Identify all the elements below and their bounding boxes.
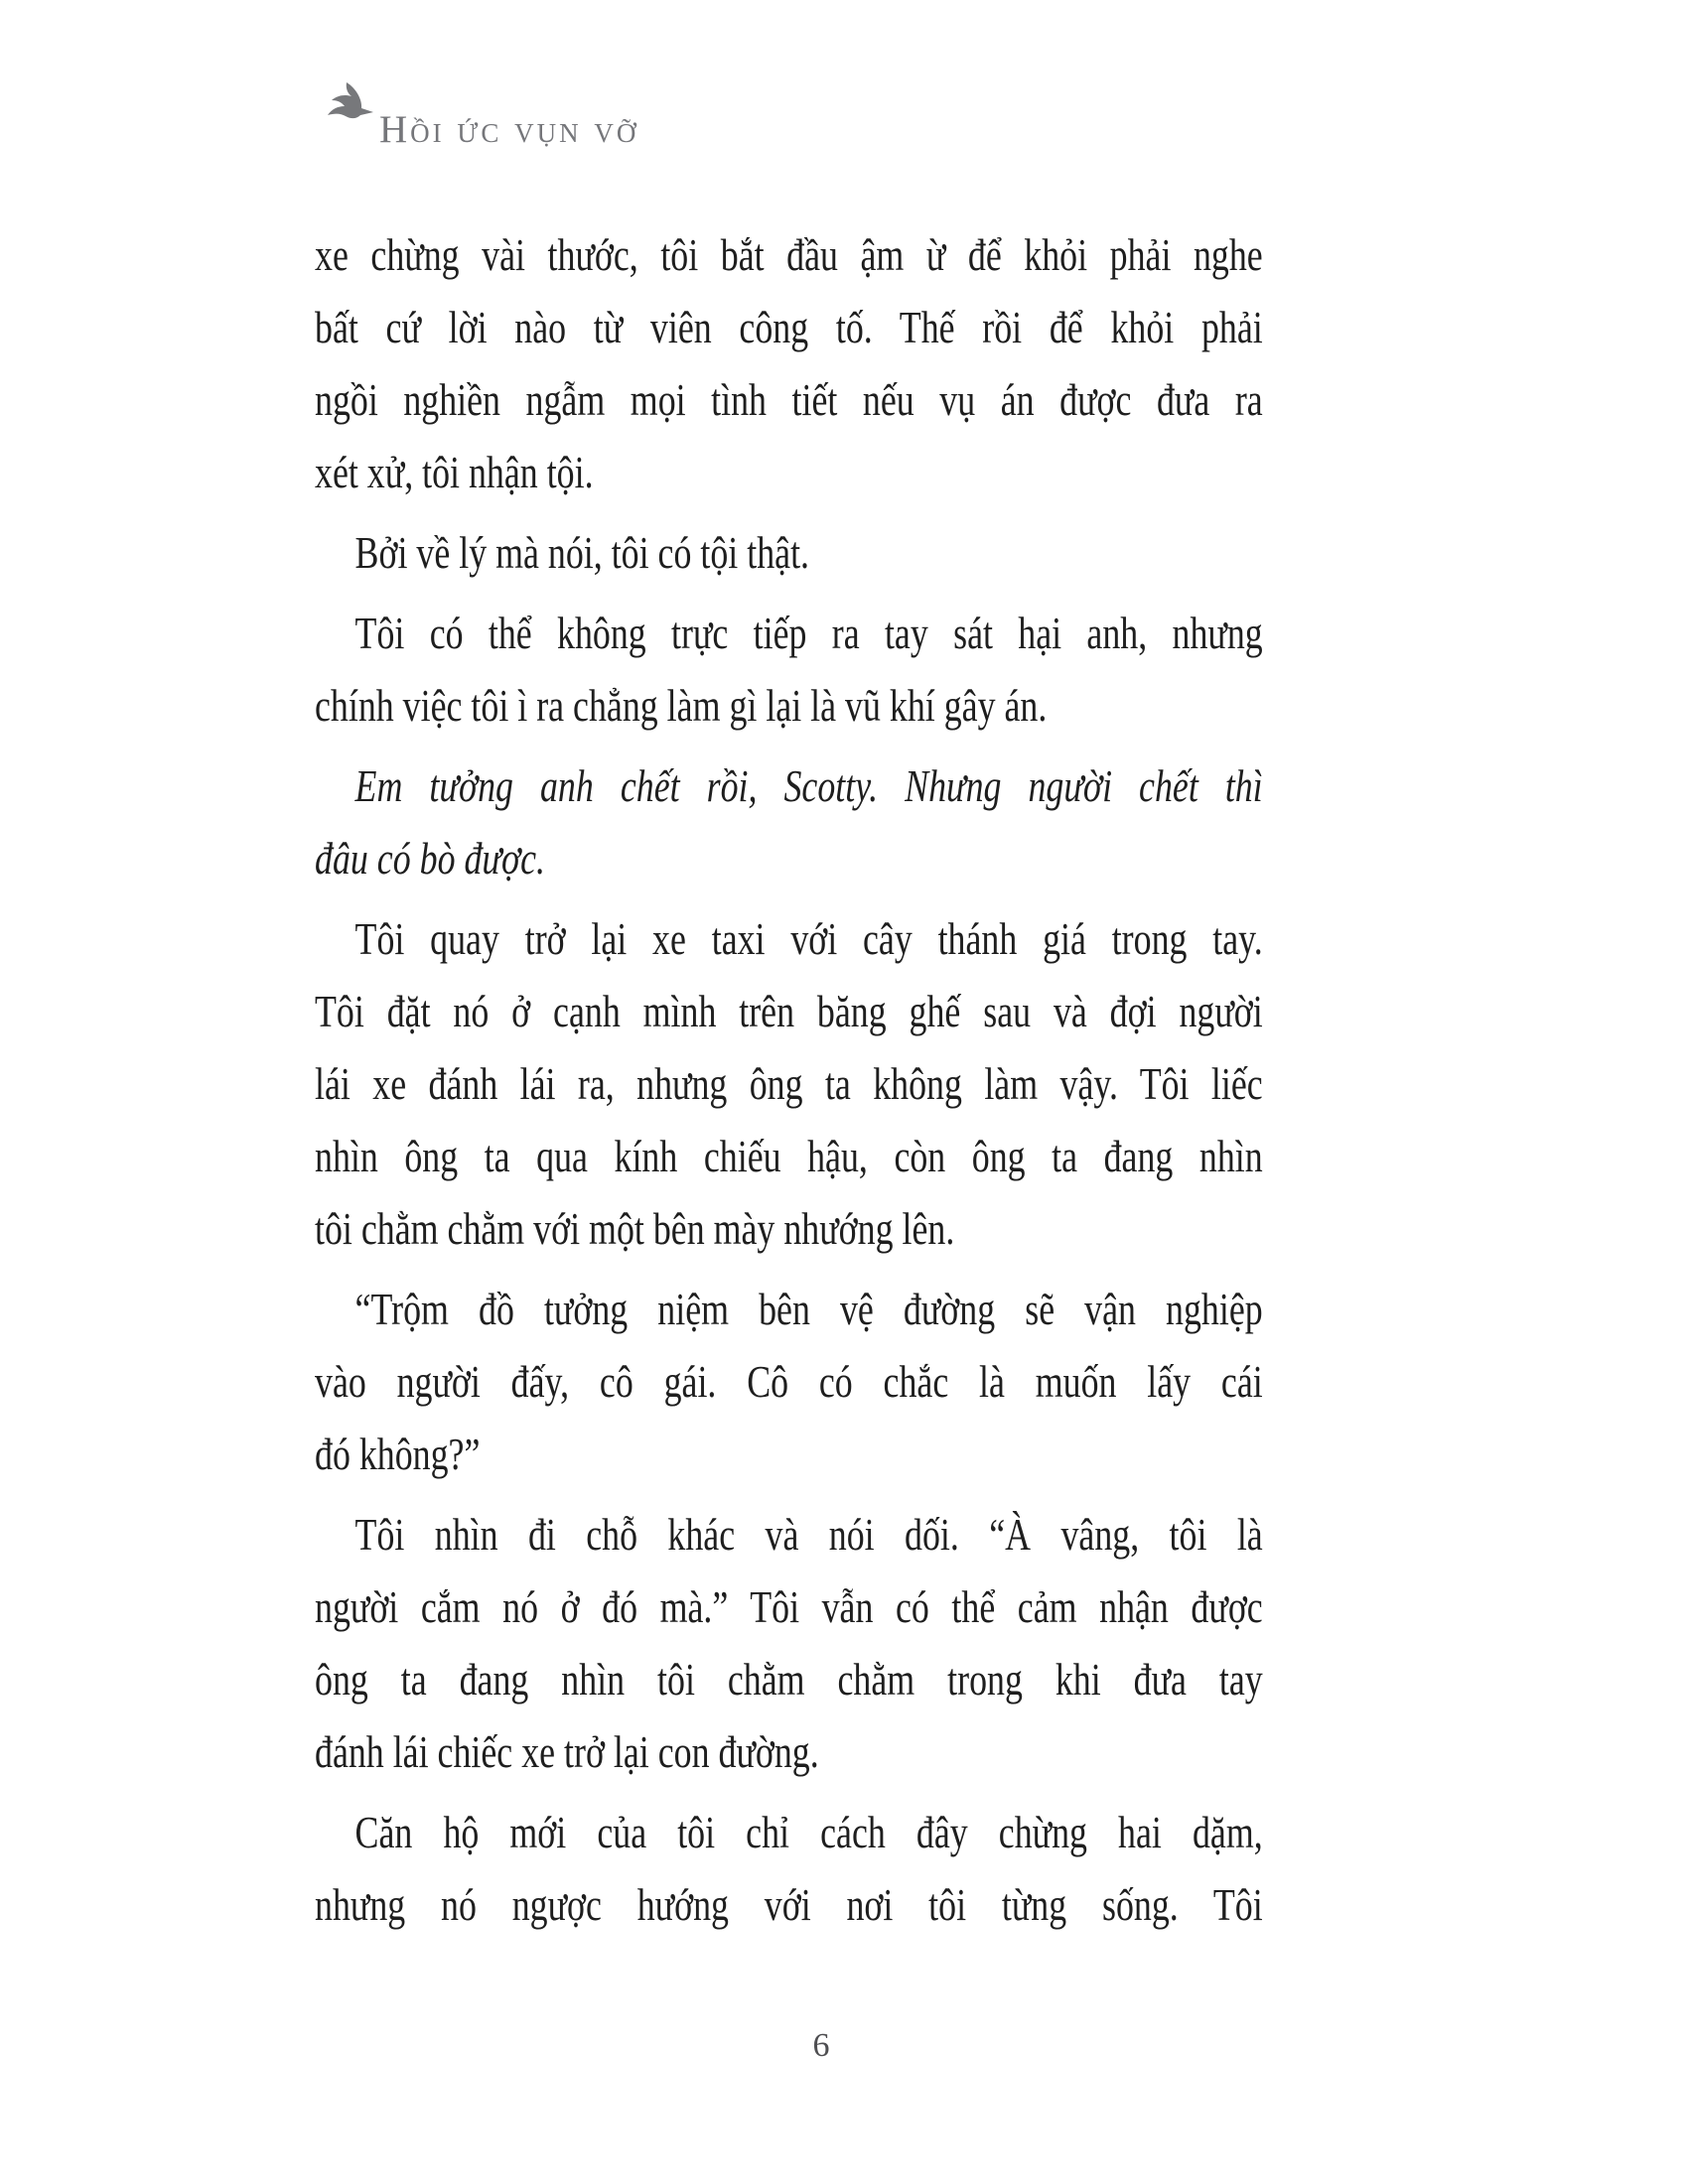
text-line: nhưng nó ngược hướng với nơi tôi từng sống. Tôi [315, 1879, 1263, 1930]
text-line: Tôi có thể không trực tiếp ra tay sát hại anh, nhưng [354, 608, 1263, 658]
paragraph [315, 1796, 1263, 1941]
running-head-title: Hồi ức vụn vỡ [379, 108, 639, 151]
paragraph [315, 597, 1263, 742]
text-line: tôi chằm chằm với một bên mày nhướng lên. [315, 1203, 955, 1254]
text-line: đâu có bò được. [315, 833, 546, 884]
text-line: Tôi đặt nó ở cạnh mình trên băng ghế sau và đợi người [315, 986, 1263, 1036]
dove-icon [326, 81, 375, 127]
paragraph [315, 218, 1263, 508]
text-line: Căn hộ mới của tôi chỉ cách đây chừng hai dặm, [354, 1807, 1263, 1857]
text-line: ngồi nghiền ngẫm mọi tình tiết nếu vụ án được đưa ra [315, 374, 1263, 425]
text-line: nhìn ông ta qua kính chiếu hậu, còn ông ta đang nhìn [315, 1131, 1263, 1181]
text-line: lái xe đánh lái ra, nhưng ông ta không làm vậy. Tôi liếc [315, 1058, 1263, 1109]
text-line: đó không?” [315, 1429, 481, 1479]
paragraph [315, 516, 1263, 589]
text-line: đánh lái chiếc xe trở lại con đường. [315, 1726, 819, 1777]
text-line: xét xử, tôi nhận tội. [315, 447, 594, 497]
text-line: Tôi quay trở lại xe taxi với cây thánh giá trong tay. [354, 913, 1263, 964]
text-line: ông ta đang nhìn tôi chằm chằm trong khi đưa tay [315, 1654, 1263, 1705]
text-line: chính việc tôi ì ra chẳng làm gì lại là vũ khí gây án. [315, 680, 1048, 731]
text-line: vào người đấy, cô gái. Cô có chắc là muốn lấy cái [315, 1356, 1263, 1407]
paragraph [315, 902, 1263, 1265]
page-number: 6 [812, 2027, 830, 2064]
text-line: bất cứ lời nào từ viên công tố. Thế rồi để khỏi phải [315, 302, 1263, 352]
text-line: xe chừng vài thước, tôi bắt đầu ậm ừ để khỏi phải nghe [315, 229, 1263, 280]
text-block [315, 218, 1263, 1949]
paragraph [315, 750, 1263, 894]
text-line: người cắm nó ở đó mà.” Tôi vẫn có thể cảm nhận được [315, 1581, 1263, 1632]
text-line: Tôi nhìn đi chỗ khác và nói dối. “À vâng, tôi là [354, 1509, 1263, 1560]
paragraph [315, 1273, 1263, 1490]
text-line: “Trộm đồ tưởng niệm bên vệ đường sẽ vận nghiệp [354, 1284, 1263, 1334]
text-line: Em tưởng anh chết rồi, Scotty. Nhưng người chết thì [354, 760, 1263, 811]
paragraph [315, 1498, 1263, 1788]
text-line: Bởi về lý mà nói, tôi có tội thật. [354, 527, 810, 578]
